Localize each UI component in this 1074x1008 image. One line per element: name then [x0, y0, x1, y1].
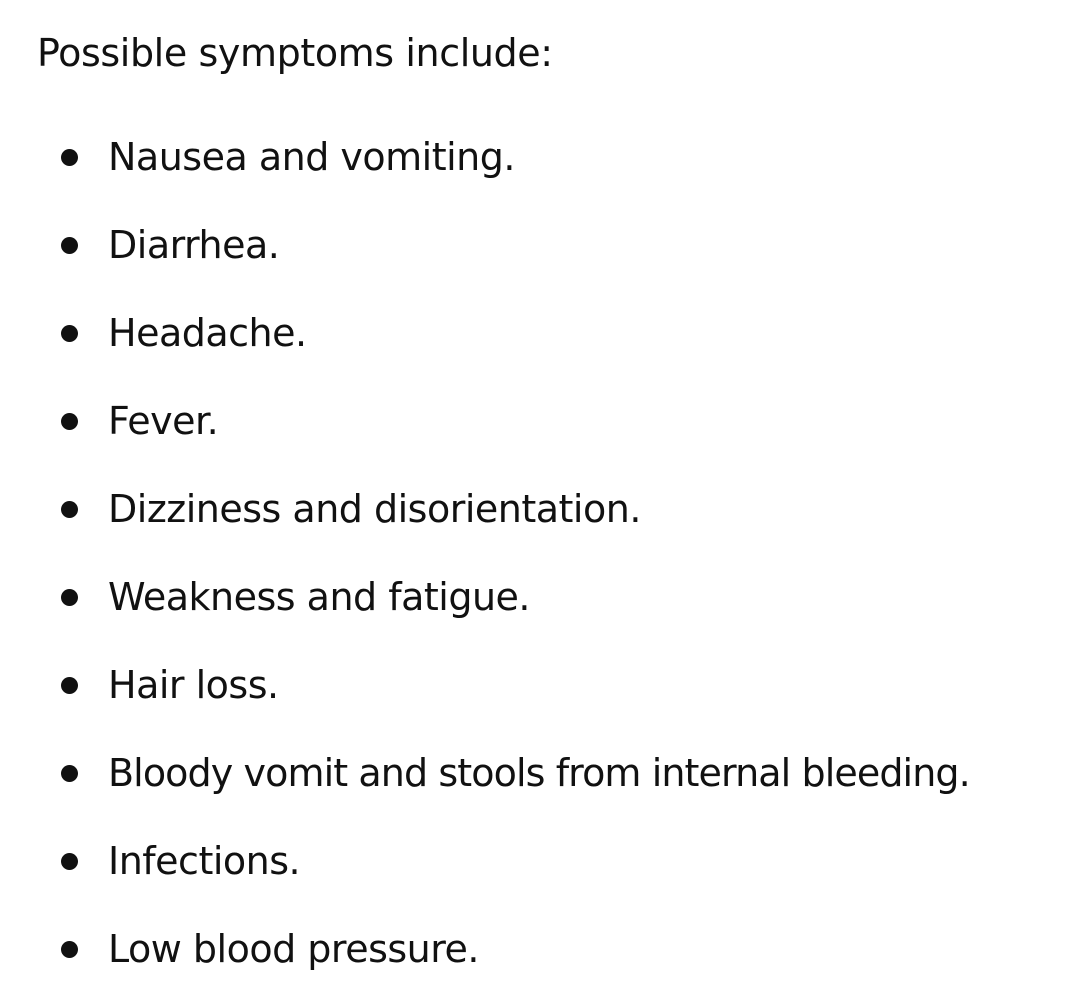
symptom-text: Weakness and fatigue.: [108, 575, 531, 619]
symptom-text: Low blood pressure.: [108, 927, 480, 971]
symptom-text: Dizziness and disorientation.: [108, 487, 641, 531]
bullet-icon: [61, 413, 78, 430]
symptom-text: Fever.: [108, 399, 219, 443]
bullet-icon: [61, 325, 78, 342]
bullet-icon: [61, 589, 78, 606]
symptom-text: Infections.: [108, 839, 301, 883]
symptom-text: Hair loss.: [108, 663, 279, 707]
symptom-text: Headache.: [108, 311, 307, 355]
bullet-icon: [61, 853, 78, 870]
bullet-icon: [61, 765, 78, 782]
symptoms-intro: Possible symptoms include:: [37, 31, 553, 75]
symptom-text: Bloody vomit and stools from internal bleeding.: [108, 751, 970, 795]
symptom-text: Diarrhea.: [108, 223, 280, 267]
bullet-icon: [61, 237, 78, 254]
bullet-icon: [61, 941, 78, 958]
bullet-icon: [61, 149, 78, 166]
bullet-icon: [61, 501, 78, 518]
symptom-text: Nausea and vomiting.: [108, 135, 515, 179]
bullet-icon: [61, 677, 78, 694]
